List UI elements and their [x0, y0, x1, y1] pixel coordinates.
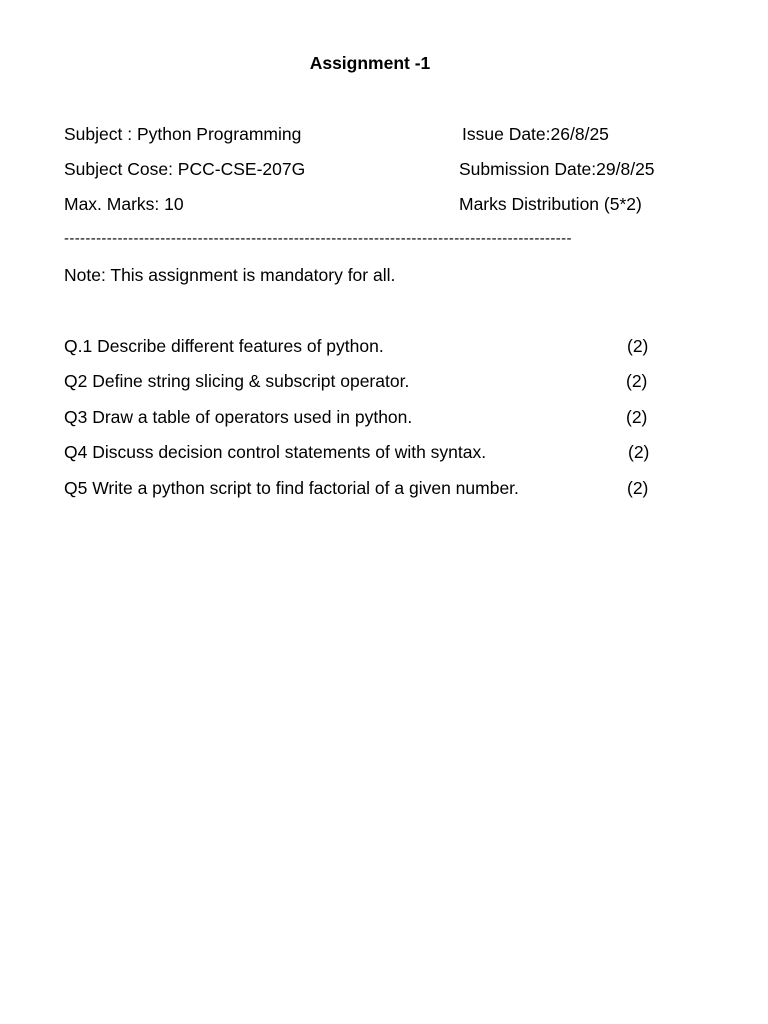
question-marks: (2)	[628, 442, 650, 462]
question-marks: (2)	[627, 336, 649, 356]
question-text: Q3 Draw a table of operators used in python.	[64, 407, 413, 427]
issue-date: Issue Date:26/8/25	[462, 124, 609, 144]
question-text: Q5 Write a python script to find factorial of a given number.	[64, 478, 519, 498]
question-text: Q.1 Describe different features of python.	[64, 336, 384, 356]
max-marks: Max. Marks: 10	[64, 194, 184, 214]
question-text: Q2 Define string slicing & subscript operator.	[64, 371, 410, 391]
marks-distribution: Marks Distribution (5*2)	[459, 194, 642, 214]
submission-date: Submission Date:29/8/25	[459, 159, 655, 179]
question-text: Q4 Discuss decision control statements of with syntax.	[64, 442, 487, 462]
question-marks: (2)	[626, 407, 648, 427]
question-marks: (2)	[627, 478, 649, 498]
note-text: Note: This assignment is mandatory for all.	[64, 265, 396, 285]
question-marks: (2)	[626, 371, 648, 391]
divider-line: -----------------------------------------------------------------------------------------------	[64, 230, 572, 247]
assignment-title: Assignment -1	[309, 53, 431, 73]
subject-code: Subject Cose: PCC-CSE-207G	[64, 159, 306, 179]
subject-label: Subject : Python Programming	[64, 124, 302, 144]
